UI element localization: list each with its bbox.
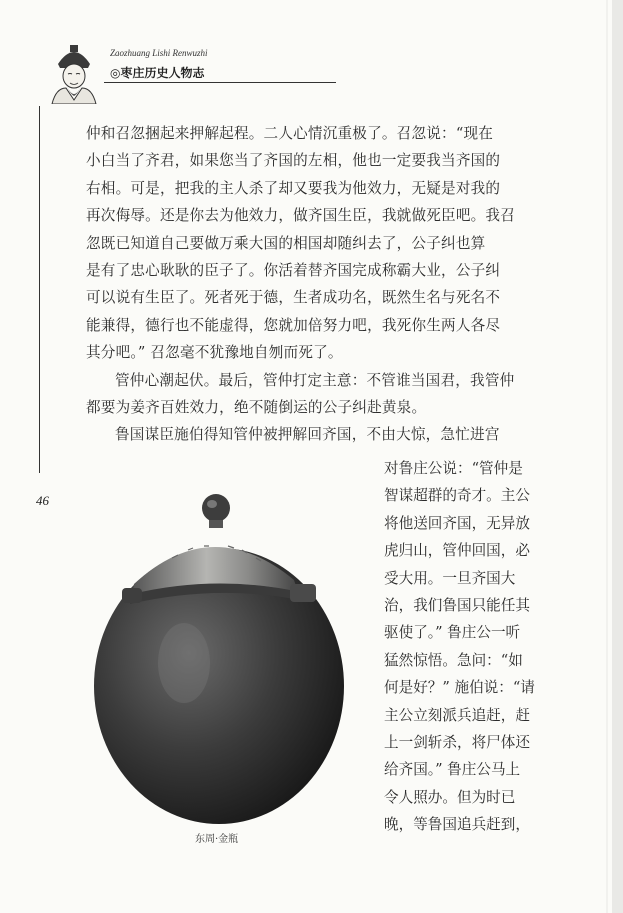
text-line: 晚，等鲁国追兵赶到， xyxy=(384,816,530,834)
text-line: 上一剑斩杀，将尸体还 xyxy=(384,733,530,751)
header-rule xyxy=(104,82,336,83)
page-number: 46 xyxy=(36,493,49,508)
text-line: 受大用。一旦齐国大 xyxy=(384,569,516,587)
text-line: 何是好？” 施伯说：“请 xyxy=(384,679,535,697)
margin-rule xyxy=(39,106,40,473)
page-edge xyxy=(612,0,623,913)
body-text xyxy=(86,120,554,449)
text-line: 可以说有生臣了。死者死于德，生者成功名，既然生名与死名不 xyxy=(86,289,501,307)
book-title: ◎枣庄历史人物志 xyxy=(110,66,205,80)
photo-caption: 东周·金瓶 xyxy=(195,834,239,845)
text-line: 猛然惊悟。急问：“如 xyxy=(384,651,523,669)
text-line: 令人照办。但为时已 xyxy=(384,788,516,806)
text-line: 治，我们鲁国只能任其 xyxy=(384,596,530,614)
text-line: 主公立刻派兵追赶，赶 xyxy=(384,706,530,724)
text-line: 再次侮辱。还是你去为他效力，做齐国生臣，我就做死臣吧。我召 xyxy=(86,207,516,225)
text-line: 其分吧。” 召忽毫不犹豫地自刎而死了。 xyxy=(86,344,343,362)
text-line: 能兼得，德行也不能虚得，您就加倍努力吧，我死你生两人各尽 xyxy=(86,316,501,334)
page-edge-shadow xyxy=(606,0,608,913)
running-title: Zaozhuang Lishi Renwuzhi xyxy=(110,48,208,58)
text-line: 仲和召忽捆起来押解起程。二人心情沉重极了。召忽说：“现在 xyxy=(86,125,494,142)
text-line: 右相。可是，把我的主人杀了却又要我为他效力，无疑是对我的 xyxy=(86,179,501,197)
text-line: 给齐国。” 鲁庄公马上 xyxy=(384,761,521,779)
text-line: 管仲心潮起伏。最后，管仲打定主意：不管谁当国君，我管仲 xyxy=(115,371,515,389)
text-line: 将他送回齐国，无异放 xyxy=(384,514,530,532)
text-line: 鲁国谋臣施伯得知管仲被押解回齐国，不由大惊，急忙进宫 xyxy=(115,426,500,444)
wrapped-text xyxy=(384,455,556,838)
text-line: 驱使了。” 鲁庄公一听 xyxy=(384,624,521,642)
text-line: 忽既已知道自己要做万乘大国的相国却随纠去了，公子纠也算 xyxy=(86,234,486,252)
text-line: 虎归山，管仲回国，必 xyxy=(384,542,530,560)
portrait-icon xyxy=(48,42,100,104)
text-line: 是有了忠心耿耿的臣子了。你活着替齐国完成称霸大业，公子纠 xyxy=(86,261,501,279)
text-line: 对鲁庄公说：“管仲是 xyxy=(384,460,523,477)
text-line: 智谋超群的奇才。主公 xyxy=(384,487,530,505)
text-line: 都要为姜齐百姓效力，绝不随倒运的公子纠赴黄泉。 xyxy=(86,398,427,416)
vase-photo xyxy=(92,488,354,828)
text-line: 小白当了齐君，如果您当了齐国的左相，他也一定要我当齐国的 xyxy=(86,152,501,170)
